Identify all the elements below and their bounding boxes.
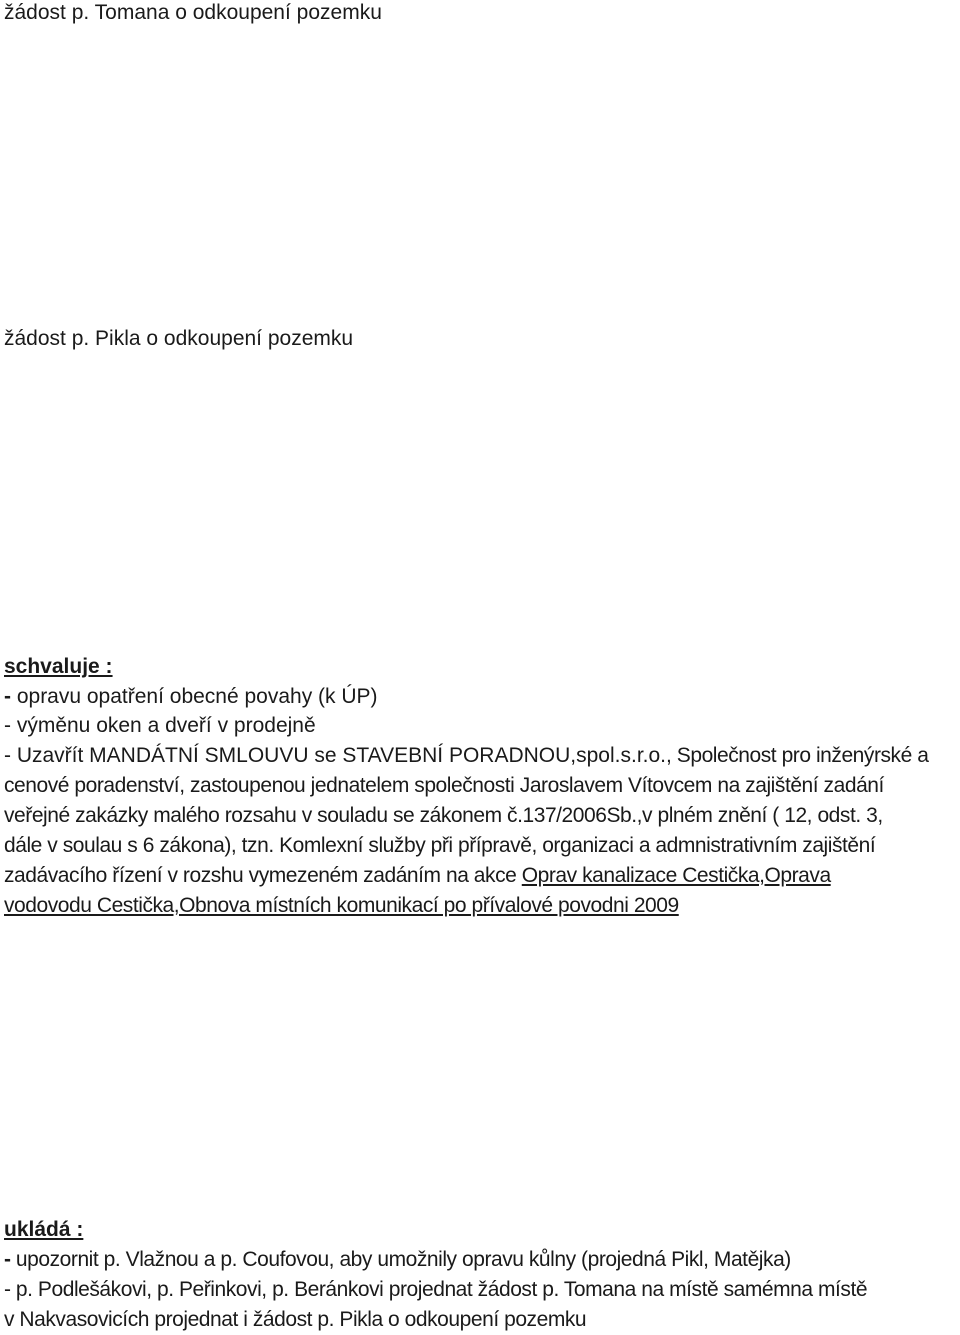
approves-item-contract xyxy=(4,741,960,921)
contract-line-3: veřejné zakázky malého rozsahu v souladu se zákonem č.137/2006Sb.,v plném znění ( 12, odst. 3, xyxy=(4,804,883,827)
contract-line-6: vodovodu Cestička,Obnova místních komunikací po přívalové povodni 2009 xyxy=(4,894,679,917)
contract-line-2: cenové poradenství, zastoupenou jednatelem společnosti Jaroslavem Vítovcem na zajištění zadání xyxy=(4,774,884,797)
request-tomana: žádost p. Tomana o odkoupení pozemku xyxy=(4,1,382,24)
orders-item-warn-text: upozornit p. Vlažnou a p. Coufovou, aby umožnily opravu kůlny (projedná Pikl, Matějka) xyxy=(10,1248,791,1271)
orders-heading: ukládá : xyxy=(4,1218,84,1241)
negotiate-line-2: v Nakvasovicích projednat i žádost p. Pikla o odkoupení pozemku xyxy=(4,1308,587,1331)
contract-line-1b: , Společnost pro inženýrské a xyxy=(666,744,929,767)
approves-item-plan-text: opravu opatření obecné povahy (k ÚP) xyxy=(11,685,378,708)
approves-heading: schvaluje : xyxy=(4,655,113,678)
request-pikl: žádost p. Pikla o odkoupení pozemku xyxy=(4,327,354,350)
contract-line-1a: - Uzavřít MANDÁTNÍ SMLOUVU se STAVEBNÍ PORADNOU,spol.s.r.o. xyxy=(4,744,667,767)
project-link-sewer: Oprav kanalizace Cestička,Oprava xyxy=(521,864,831,887)
negotiate-line-1: - p. Podlešákovi, p. Peřinkovi, p. Beránkovi projednat žádost p. Tomana na místě samémna místě xyxy=(4,1278,868,1301)
contract-line-5 xyxy=(4,861,960,891)
approves-item-windows: - výměnu oken a dveří v prodejně xyxy=(4,714,316,737)
contract-line-5a: zadávacího řízení v rozshu vymezeném zadáním na akce xyxy=(4,864,522,887)
approves-item-plan-dash: - xyxy=(4,685,11,708)
approves-item-plan xyxy=(4,682,378,712)
orders-item-warn xyxy=(4,1245,791,1275)
contract-line-4: dále v soulau s 6 zákona), tzn. Komlexní služby při přípravě, organizaci a admnistrativním zajištění xyxy=(4,834,876,857)
orders-item-negotiate xyxy=(4,1275,960,1335)
orders-item-warn-dash: - xyxy=(4,1248,11,1271)
contract-line-1 xyxy=(4,741,960,771)
